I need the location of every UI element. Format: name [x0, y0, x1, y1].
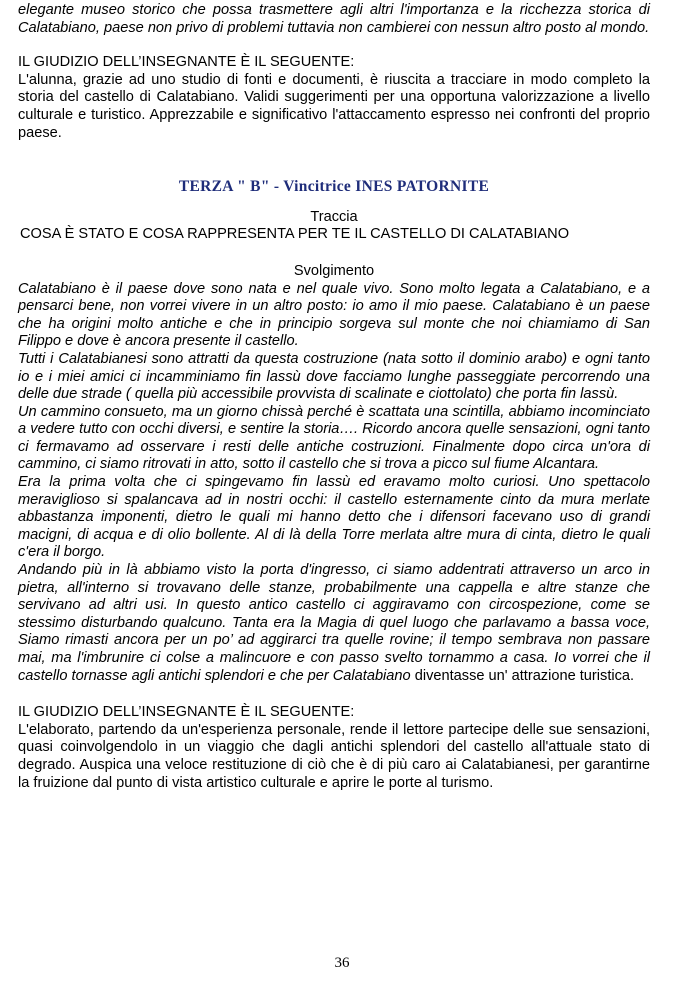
- page-number: 36: [334, 955, 350, 971]
- svolgimento-last-tail: diventasse un' attrazione turistica.: [410, 667, 635, 684]
- intro-paragraph: elegante museo storico che possa trasmettere agli altri l'importanza e la ricchezza storica di Calatabiano, paese non privo di problemi tuttavia non cambierei con nessun altro posto al mondo.: [18, 2, 650, 36]
- judgement-title: IL GIUDIZIO DELL’INSEGNANTE È IL SEGUENTE:: [18, 704, 355, 721]
- traccia-label: Traccia: [310, 208, 358, 225]
- teacher-judgement-2: [18, 704, 650, 792]
- svolgimento-paragraph: Tutti i Calatabianesi sono attratti da questa costruzione (nata sotto il dominio arabo) e ogni tanto io e i miei amici ci incamminiamo fin lassù dove facciamo lunghe passeggiate percorrendo una delle due strade ( quella più accessibile provvista di scalinate e ciottolato) che porta fin lassù.: [18, 350, 650, 403]
- svolgimento-label: Svolgimento: [293, 262, 375, 279]
- section-heading: TERZA " B" - Vincitrice INES PATORNITE: [178, 178, 490, 196]
- judgement-title: IL GIUDIZIO DELL’INSEGNANTE È IL SEGUENTE:: [18, 54, 355, 71]
- judgement-text: L'elaborato, partendo da un'esperienza personale, rende il lettore partecipe delle sue sensazioni, quasi coinvolgendolo in un viaggio che dagli antichi splendori del castello all'attuale stato di degrado. Auspica una veloce restituzione di ciò che è di più caro ai Calatabianesi, per garantirne la fruizione dal punto di vista artistico culturale e aprire le porte al turismo.: [18, 721, 650, 791]
- svolgimento-body: [18, 281, 650, 686]
- svolgimento-last-italic: Andando più in là abbiamo visto la porta d'ingresso, ci siamo addentrati attraverso un arco in pietra, all'interno si trovavano delle stanze, probabilmente una cappella e altre stanze che servivano ad altri usi. In questo antico castello ci aggiravamo con circospezione, come se stessimo disturbando qualcuno. Tanta era la Magia di quel luogo che parlavamo a bassa voce, Siamo rimasti ancora per un po’ ad aggirarci tra quelle rovine; il tempo sembrava non passare mai, ma l'imbrunire ci colse a malincuore e con passo svelto tornammo a casa. Io vorrei che il castello tornasse agli antichi splendori e che per Calatabiano: [18, 562, 650, 684]
- judgement-text: L'alunna, grazie ad uno studio di fonti e documenti, è riuscita a tracciare in modo completo la storia del castello di Calatabiano. Validi suggerimenti per una opportuna valorizzazione a livello culturale e turistico. Apprezzabile e significativo l'attaccamento espresso nei confronti del proprio paese.: [18, 71, 650, 141]
- document-page: [18, 2, 650, 792]
- traccia-text: COSA È STATO E COSA RAPPRESENTA PER TE IL CASTELLO DI CALATABIANO: [20, 226, 570, 243]
- svolgimento-paragraph-last: [18, 562, 650, 685]
- svolgimento-paragraph: Calatabiano è il paese dove sono nata e nel quale vivo. Sono molto legata a Calatabiano, e a pensarci bene, non vorrei vivere in un altro posto: io amo il mio paese. Calatabiano è un paese che ha origini molto antiche e che in principio sorgeva sul monte che noi chiamiamo di San Filippo e dove è ancora presente il castello.: [18, 280, 650, 350]
- svolgimento-paragraph: Un cammino consueto, ma un giorno chissà perché è scattata una scintilla, abbiamo incominciato a vedere tutto con occhi diversi, e sentire la storia…. Ricordo ancora quelle sensazioni, ogni tanto ci fermavamo ad osservare i resti delle antiche costruzioni. Finalmente dopo circa un'ora di cammino, ci siamo ritrovati in atto, sotto il castello che si trova a picco sul fiume Alcantara.: [18, 403, 650, 473]
- teacher-judgement-1: [18, 54, 650, 142]
- svolgimento-paragraph: Era la prima volta che ci spingevamo fin lassù ed eravamo molto curiosi. Uno spettacolo meraviglioso si spalancava ad in nostri occhi: il castello esternamente cinto da mura merlate abbastanza imponenti, dietro le quali mi hanno detto che i difensori facevano uso di grandi macigni, di acqua e di olio bollente. Al di là della Torre merlata altre mura di cinta, dietro le quali c'era il borgo.: [18, 474, 650, 561]
